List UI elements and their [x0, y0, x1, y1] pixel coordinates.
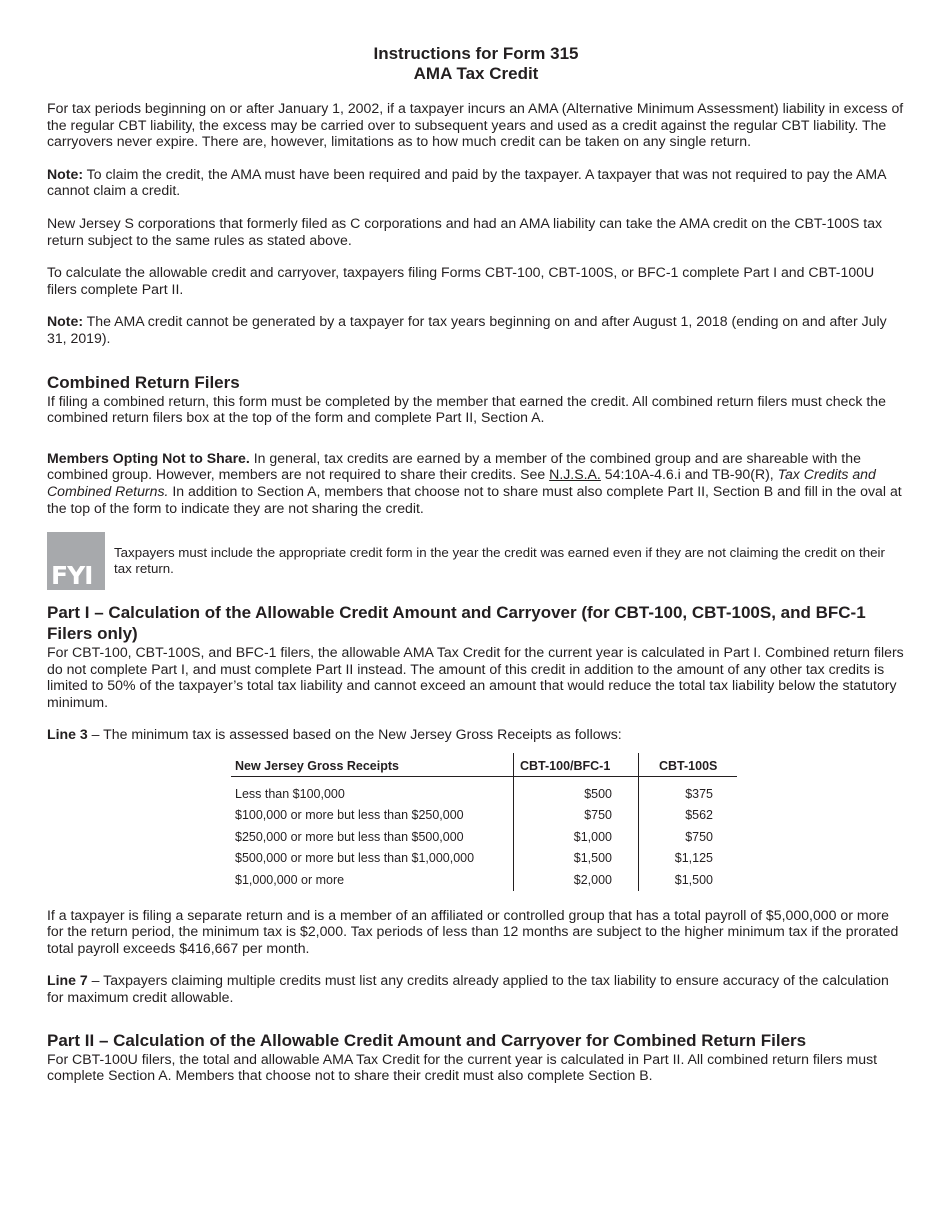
- line7-label: Line 7: [47, 972, 88, 989]
- instructions-page: [47, 44, 905, 1100]
- cbt100s-cell: $375: [639, 783, 738, 805]
- members-text-3: In addition to Section A, members that choose not to share must also complete Part II, Section B and fill in the oval at the top of the form to indicate they are not sharing the credit.: [47, 482, 902, 516]
- part1-paragraph: For CBT-100, CBT-100S, and BFC-1 filers, the allowable AMA Tax Credit for the current year is calculated in Part I. Combined return filers do not complete Part I, and must complete Part II instead. The amount of this credit in addition to the amount of any other tax credits is limited to 50% of the taxpayer’s total tax liability and cannot exceed an amount that would reduce the total tax liability below the statutory minimum.: [47, 644, 904, 710]
- intro-paragraph: For tax periods beginning on or after January 1, 2002, if a taxpayer incurs an AMA (Alternative Minimum Assessment) liability in excess of the regular CBT liability, the excess may be carried over to subsequent years and used as a credit against the regular CBT liability. The carryovers never expire. There are, however, limitations as to how much credit can be taken on any single return.: [47, 100, 904, 150]
- cbt100-cell: $1,500: [514, 848, 639, 870]
- line7-paragraph: [47, 972, 905, 1005]
- fyi-callout: [47, 532, 905, 590]
- col-header-cbt100: CBT-100/BFC-1: [514, 753, 639, 777]
- line7-text: – Taxpayers claiming multiple credits must list any credits already applied to the tax liability to ensure accuracy of the calculation for maximum credit allowable.: [47, 972, 889, 1005]
- fyi-badge-label: FYI: [51, 561, 93, 591]
- receipts-cell: $100,000 or more but less than $250,000: [235, 808, 464, 823]
- table-row: [231, 805, 737, 827]
- members-italic: Tax Credits and Combined Returns.: [47, 466, 876, 499]
- members-paragraph: [47, 450, 905, 516]
- members-label: Members Opting Not to Share.: [47, 449, 250, 466]
- cbt100s-cell: $1,125: [639, 848, 738, 870]
- note-label: Note:: [47, 313, 84, 330]
- table-row: [231, 848, 737, 870]
- table-row: [231, 826, 737, 848]
- combined-heading: Combined Return Filers: [47, 372, 240, 392]
- col-header-cbt100s: CBT-100S: [639, 753, 738, 777]
- receipts-cell: $500,000 or more but less than $1,000,000: [235, 851, 475, 866]
- payroll-paragraph: If a taxpayer is filing a separate return and is a member of an affiliated or controlled group that has a total payroll of $5,000,000 or more for the return period, the minimum tax is $2,000. Tax periods of less than 12 months are subject to the higher minimum tax if the prorated total payroll exceeds $416,667 per month.: [47, 906, 899, 956]
- cbt100s-cell: $562: [639, 805, 738, 827]
- cbt100-cell: $1,000: [514, 826, 639, 848]
- fyi-text: Taxpayers must include the appropriate credit form in the year the credit was earned even if they are not claiming the credit on their tax return.: [114, 545, 885, 577]
- table-header-row: [231, 753, 737, 777]
- line3-text: – The minimum tax is assessed based on the New Jersey Gross Receipts as follows:: [87, 726, 622, 743]
- receipts-cell: $250,000 or more but less than $500,000: [235, 829, 464, 844]
- receipts-cell: Less than $100,000: [235, 786, 345, 801]
- cbt100-cell: $750: [514, 805, 639, 827]
- calculate-paragraph: To calculate the allowable credit and carryover, taxpayers filing Forms CBT-100, CBT-100S, or BFC-1 complete Part I and CBT-100U filers complete Part II.: [47, 264, 875, 297]
- col-header-receipts: New Jersey Gross Receipts: [231, 753, 514, 777]
- s-corp-paragraph: New Jersey S corporations that formerly filed as C corporations and had an AMA liability can take the AMA credit on the CBT-100S tax return subject to the same rules as stated above.: [47, 214, 883, 248]
- note-text: To claim the credit, the AMA must have been required and paid by the taxpayer. A taxpayer that was not required to pay the AMA cannot claim a credit.: [47, 165, 886, 199]
- cbt100-cell: $500: [514, 783, 639, 805]
- table-row: [231, 869, 737, 891]
- members-text-1: In general, tax credits are earned by a member of the combined group and are shareable with the combined group. However, members are not required to share their credits. See: [47, 449, 861, 483]
- receipts-cell: $1,000,000 or more: [235, 872, 345, 887]
- cbt100s-cell: $1,500: [639, 869, 738, 891]
- njsa-link[interactable]: N.J.S.A.: [549, 466, 601, 483]
- line3-paragraph: [47, 726, 905, 743]
- gross-receipts-table-wrap: [231, 753, 905, 891]
- combined-paragraph: If filing a combined return, this form must be completed by the member that earned the credit. All combined return filers must check the combined return filers box at the top of the form and complete Part II, Section A.: [47, 392, 886, 426]
- cbt100-cell: $2,000: [514, 869, 639, 891]
- part2-heading: Part II – Calculation of the Allowable Credit Amount and Carryover for Combined Return Filers: [47, 1030, 807, 1050]
- line3-label: Line 3: [47, 726, 88, 743]
- note-text: The AMA credit cannot be generated by a taxpayer for tax years beginning on and after August 1, 2018 (ending on and after July 31, 2019).: [47, 313, 887, 346]
- note-paragraph-1: [47, 166, 905, 199]
- title-line-2: AMA Tax Credit: [413, 64, 539, 83]
- part1-heading: Part I – Calculation of the Allowable Credit Amount and Carryover (for CBT-100, CBT-100S, and BFC-1 Filers only): [47, 603, 866, 644]
- title-line-1: Instructions for Form 315: [373, 44, 579, 63]
- part2-paragraph: For CBT-100U filers, the total and allowable AMA Tax Credit for the current year is calculated in Part II. All combined return filers must complete Section A. Members that choose not to share their credit must also complete Section B.: [47, 1050, 878, 1084]
- note-paragraph-2: [47, 313, 905, 346]
- document-title: [47, 44, 905, 84]
- cbt100s-cell: $750: [639, 826, 738, 848]
- gross-receipts-table: [231, 753, 737, 891]
- members-text-2: 54:10A-4.6.i and TB-90(R),: [600, 466, 778, 483]
- fyi-icon: [47, 532, 105, 590]
- note-label: Note:: [47, 165, 84, 182]
- table-row: [231, 783, 737, 805]
